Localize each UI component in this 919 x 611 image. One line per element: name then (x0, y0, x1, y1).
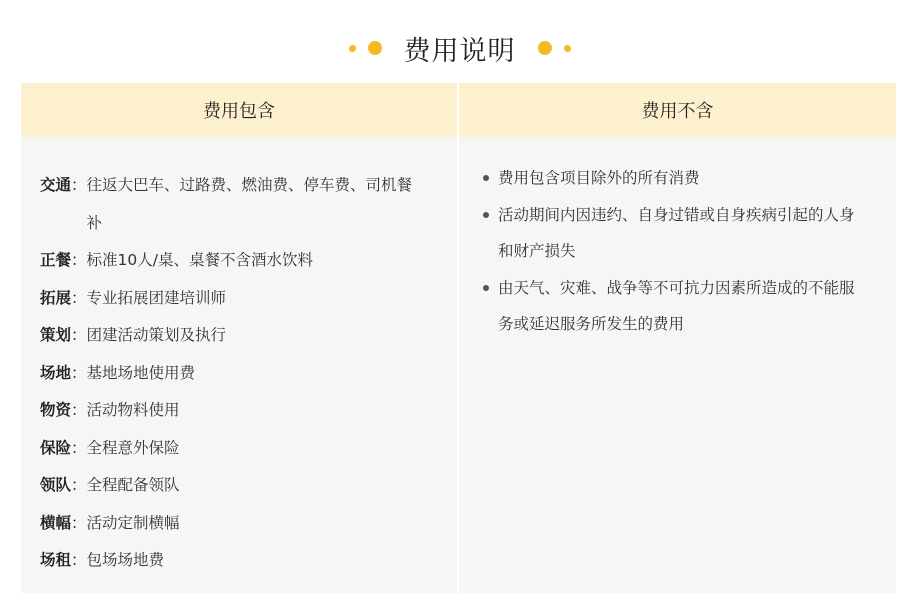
item-value: 专业拓展团建培训师 (86, 288, 227, 307)
list-item (40, 167, 420, 242)
item-key: 场地 (40, 363, 72, 382)
item-separator: ： (71, 513, 87, 532)
item-separator: ： (71, 326, 87, 344)
left-decoration (349, 41, 382, 55)
item-key: 正餐 (40, 251, 72, 269)
bullet-icon (483, 285, 489, 291)
list-item (40, 280, 420, 318)
included-column (21, 83, 457, 593)
list-item (483, 160, 863, 197)
item-value: 标准10人/桌、桌餐不含酒水饮料 (86, 251, 313, 269)
fee-table (21, 83, 896, 593)
item-key: 交通 (40, 176, 72, 194)
list-item (40, 242, 420, 280)
list-item (483, 270, 863, 343)
excluded-header: 费用不含 (459, 83, 896, 137)
item-separator: ： (71, 176, 87, 194)
item-separator: ： (71, 438, 87, 457)
item-value: 全程意外保险 (86, 438, 180, 457)
item-value: 活动物料使用 (86, 401, 180, 419)
item-text: 活动期间内因违约、自身过错或自身疾病引起的人身和财产损失 (498, 205, 855, 260)
small-dot-icon (564, 45, 571, 52)
item-key: 保险 (40, 438, 72, 457)
item-text: 由天气、灾难、战争等不可抗力因素所造成的不能服务或延迟服务所发生的费用 (498, 278, 855, 333)
item-separator: ： (71, 401, 87, 419)
item-text: 费用包含项目除外的所有消费 (498, 169, 700, 187)
big-dot-icon (538, 41, 552, 55)
excluded-list (483, 160, 863, 343)
item-key: 领队 (40, 476, 72, 494)
item-separator: ： (71, 288, 87, 307)
list-item (40, 430, 420, 468)
excluded-column (459, 83, 896, 593)
item-value: 活动定制横幅 (86, 513, 180, 532)
item-value: 基地场地使用费 (86, 363, 196, 382)
small-dot-icon (349, 45, 356, 52)
bullet-icon (483, 175, 489, 181)
page-title: 费用说明 (403, 35, 516, 67)
item-separator: ： (71, 476, 87, 494)
list-item (40, 355, 420, 393)
item-key: 物资 (40, 401, 72, 419)
list-item (40, 505, 420, 543)
list-item (483, 197, 863, 270)
list-item (40, 392, 420, 430)
item-value: 往返大巴车、过路费、燃油费、停车费、司机餐补 (86, 176, 413, 232)
right-decoration (538, 41, 571, 55)
included-list (40, 167, 420, 580)
list-item (40, 317, 420, 355)
item-key: 策划 (40, 326, 72, 344)
item-value: 包场场地费 (86, 551, 165, 569)
item-key: 横幅 (40, 513, 72, 532)
page-title-row (0, 26, 919, 70)
list-item (40, 542, 420, 580)
item-separator: ： (71, 551, 87, 569)
item-key: 场租 (40, 551, 72, 569)
item-value: 全程配备领队 (86, 476, 180, 494)
big-dot-icon (368, 41, 382, 55)
item-value: 团建活动策划及执行 (86, 326, 227, 344)
item-separator: ： (71, 363, 87, 382)
bullet-icon (483, 212, 489, 218)
included-header: 费用包含 (21, 83, 457, 137)
item-key: 拓展 (40, 288, 72, 307)
item-separator: ： (71, 251, 87, 269)
list-item (40, 467, 420, 505)
